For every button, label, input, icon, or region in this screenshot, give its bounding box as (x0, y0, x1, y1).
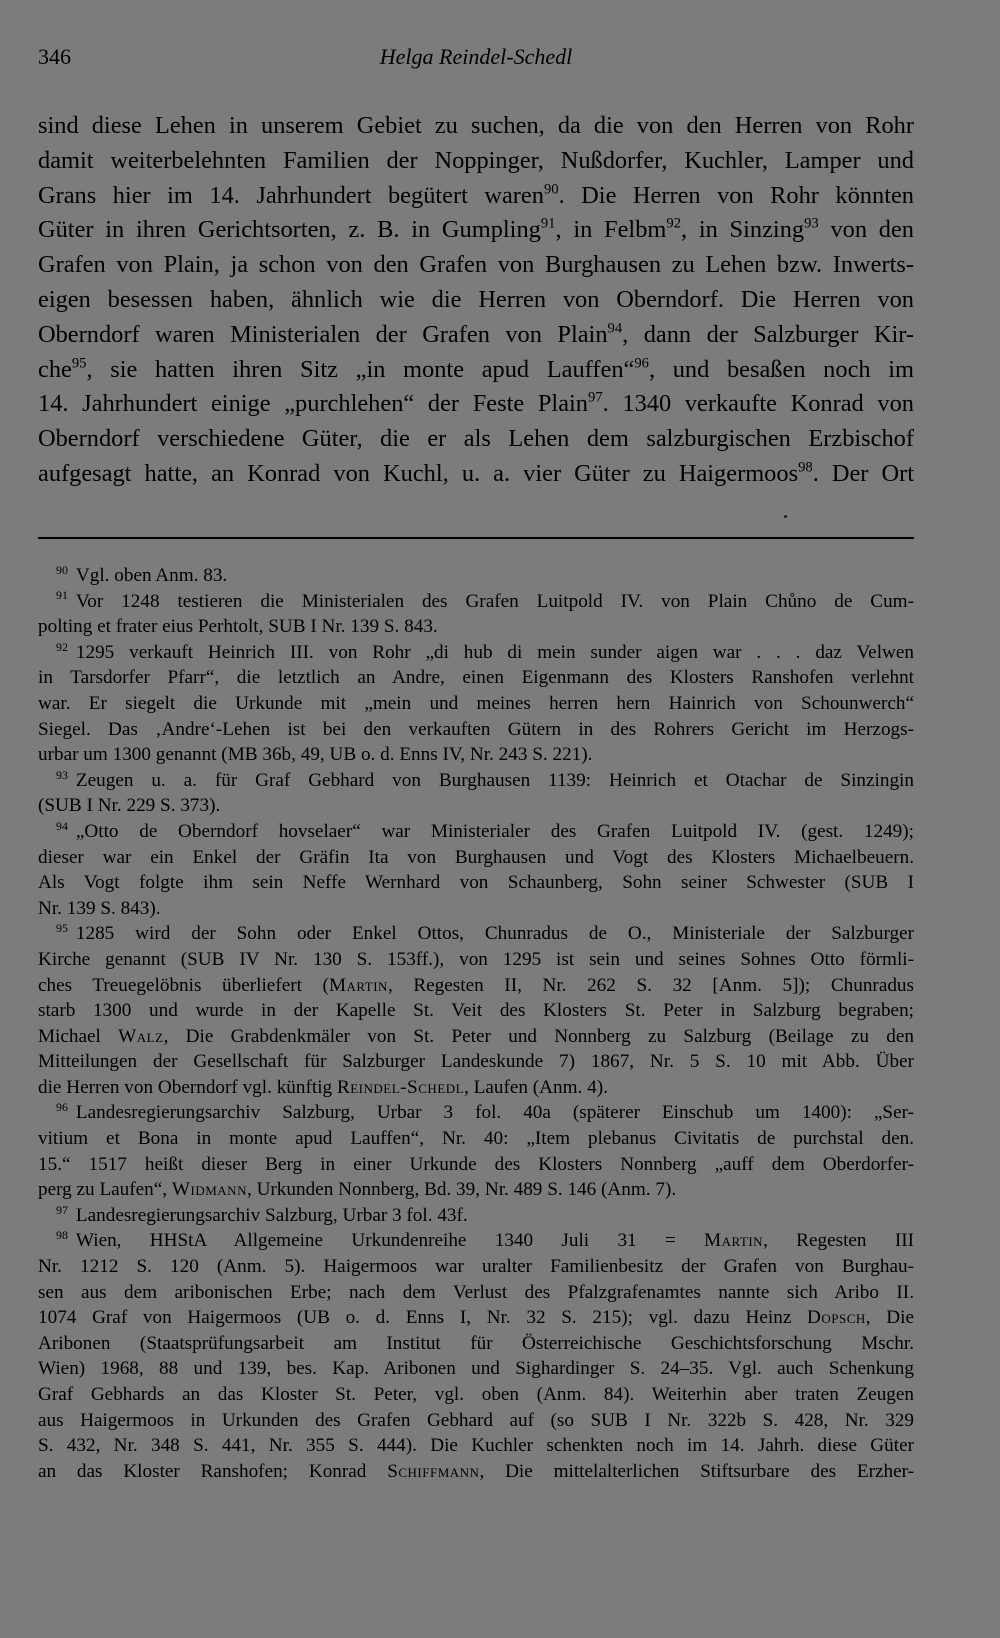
footnote-line: Nr. 139 S. 843). (38, 897, 161, 919)
footnote-ref: 90 (543, 181, 559, 198)
footnote-line: war. Er siegelt die Urkunde mit „mein und meines herren hern Hainrich von Schounwerch“ (38, 692, 914, 714)
footnote-line: in Tarsdorfer Pfarr“, die letztlich an Andre, einen Eigenmann des Klosters Ranshofen verlehnt (38, 667, 914, 689)
text-line: Oberndorf verschiedene Güter, die er als Lehen dem salzburgischen Erzbischof (38, 425, 914, 453)
footnote-line: Aribonen (Staatsprüfungsarbeit am Institut für Österreichische Geschichtsforschung Mschr. (38, 1332, 914, 1354)
footnote-line: (SUB I Nr. 229 S. 373). (38, 795, 221, 817)
footnote-ref: 95 (71, 355, 87, 372)
text-line: sind diese Lehen in unserem Gebiet zu suchen, da die von den Herren von Rohr (38, 112, 914, 139)
print-speck (784, 515, 787, 518)
text-line: aufgesagt hatte, an Konrad von Kuchl, u. a. vier Güter zu Haigermoos$^{98}$. Der Ort (38, 459, 914, 487)
footnote-number: 92 (56, 639, 68, 654)
footnote-line: Nr. 1212 S. 120 (Anm. 5). Haigermoos war uralter Familienbesitz der Grafen von Burghau- (38, 1256, 914, 1278)
text-line: Oberndorf waren Ministerialen der Grafen von Plain$^{94}$, dann der Salzburger Kir- (38, 320, 914, 348)
footnote-95: $^{95}$ 1285 wird der Sohn oder Enkel Ottos, Chunradus de O., Ministeriale der Salzburger (56, 921, 914, 945)
footnote-ref: 93 (804, 215, 819, 232)
footnote-line: Graf Gebhards an das Kloster St. Peter, vgl. oben (Anm. 84). Weiterhin aber traten Zeugen (38, 1384, 914, 1405)
footnote-line: die Herren von Oberndorf vgl. künftig Reindel-Schedl, Laufen (Anm. 4). (38, 1076, 608, 1098)
footnote-number: 98 (56, 1228, 68, 1243)
footnote-line: 1074 Graf von Haigermoos (UB o. d. Enns I, Nr. 32 S. 215); vgl. dazu Heinz Dopsch, Die (38, 1307, 914, 1329)
footnote-number: 94 (56, 818, 68, 833)
footnote-line: Wien) 1968, 88 und 139, bes. Kap. Aribonen und Sighardinger S. 24–35. Vgl. auch Schenkung (38, 1358, 914, 1380)
text-line: 14. Jahrhundert einige „purchlehen“ der Feste Plain$^{97}$. 1340 verkaufte Konrad von (38, 389, 914, 418)
footnote-96: $^{96}$ Landesregierungsarchiv Salzburg, Urbar 3 fol. 40a (späterer Einschub um 1400): „Ser- (56, 1100, 914, 1124)
footnote-line: starb 1300 und wurde in der Kapelle St. Veit des Klosters St. Peter in Salzburg begraben; (38, 1000, 914, 1022)
page-number: 346 (38, 44, 71, 69)
page-header (38, 44, 914, 74)
author-name: Walz (118, 1025, 164, 1047)
footnote-line: sen aus dem aribonischen Erbe; nach dem Verlust des Pfalzgrafenamtes nannte sich Aribo II. (38, 1281, 914, 1303)
footnote-line: ches Treuegelöbnis überliefert (Martin, Regesten II, Nr. 262 S. 32 [Anm. 5]); Chunradus (38, 974, 914, 996)
footnote-91: $^{91}$ Vor 1248 testieren die Ministerialen des Grafen Luitpold IV. von Plain Chůno de Cum- (56, 588, 914, 612)
footnote-90: $^{90}$ Vgl. oben Anm. 83. (56, 562, 228, 586)
author-name: Martin (704, 1230, 764, 1252)
footnote-line: an das Kloster Ranshofen; Konrad Schiffmann, Die mittelalterlichen Stiftsurbare des Erzher- (38, 1460, 914, 1482)
footnote-number: 90 (56, 562, 68, 577)
footnote-ref: 92 (666, 215, 681, 232)
text-line: Grafen von Plain, ja schon von den Grafen von Burghausen zu Lehen bzw. Inwerts- (38, 251, 914, 279)
footnote-line: Siegel. Das ‚Andre‘-Lehen ist bei den verkauften Gütern in des Rohrers Gericht im Herzogs- (38, 718, 914, 740)
footnote-line: dieser war ein Enkel der Gräfin Ita von Burghausen und Vogt des Klosters Michaelbeuern. (38, 846, 914, 868)
footnote-number: 91 (56, 588, 68, 603)
main-text (38, 109, 914, 492)
footnote-ref: 96 (634, 355, 649, 372)
author-name: Martin (328, 974, 388, 996)
text-line: damit weiterbelehnten Familien der Noppinger, Nußdorfer, Kuchler, Lamper und (38, 146, 914, 174)
footnote-line: Kirche genannt (SUB IV Nr. 130 S. 153ff.), von 1295 ist sein und seines Sohnes Otto förmli- (38, 948, 914, 970)
footnote-line: Mitteilungen der Gesellschaft für Salzburger Landeskunde 7) 1867, Nr. 5 S. 10 mit Abb. Über (38, 1051, 914, 1073)
footnote-line: 15.“ 1517 heißt dieser Berg in einer Urkunde des Klosters Nonnberg „auff dem Oberdorfer- (38, 1153, 914, 1175)
footnote-97: $^{97}$ Landesregierungsarchiv Salzburg, Urbar 3 fol. 43f. (56, 1202, 468, 1226)
footnote-ref: 91 (540, 215, 556, 232)
text-line: che$^{95}$, sie hatten ihren Sitz „in monte apud Lauffen“$^{96}$, und besaßen noch im (38, 355, 914, 383)
footnote-98: $^{98}$ Wien, HHStA Allgemeine Urkundenreihe 1340 Juli 31 = Martin, Regesten III (56, 1228, 914, 1252)
footnote-line: polting et frater eius Perhtolt, SUB I Nr. 139 S. 843. (38, 616, 438, 638)
footnote-number: 96 (56, 1100, 68, 1115)
author-name: Widmann (171, 1179, 247, 1201)
author-name: Reindel-Schedl (336, 1076, 465, 1098)
footnote-ref: 98 (798, 459, 813, 476)
author-name: Schiffmann (387, 1460, 480, 1482)
footnote-line: perg zu Laufen“, Widmann, Urkunden Nonnberg, Bd. 39, Nr. 489 S. 146 (Anm. 7). (38, 1179, 677, 1201)
author-name: Dopsch (807, 1307, 866, 1329)
book-page (38, 0, 914, 1638)
footnote-ref: 94 (607, 320, 623, 337)
text-line: Güter in ihren Gerichtsorten, z. B. in Gumpling$^{91}$, in Felbm$^{92}$, in Sinzing$^{93}$ von den (38, 215, 915, 244)
footnote-92: $^{92}$ 1295 verkauft Heinrich III. von Rohr „di hub di mein sunder aigen war . . . daz Velwen (56, 639, 914, 663)
footnote-line: Michael Walz, Die Grabdenkmäler von St. Peter und Nonnberg zu Salzburg (Beilage zu den (38, 1025, 914, 1047)
footnote-number: 95 (56, 921, 68, 936)
footnote-ref: 97 (588, 389, 603, 406)
footnote-line: vitium et Bona in monte apud Lauffen“, Nr. 40: „Item plebanus Civitatis de purchstal den. (38, 1128, 914, 1150)
footnotes (38, 563, 914, 1484)
footnote-number: 97 (56, 1202, 68, 1217)
footnote-divider (38, 537, 914, 539)
footnote-94: $^{94}$ „Otto de Oberndorf hovselaer“ war Ministerialer des Grafen Luitpold IV. (gest. 1249); (56, 818, 914, 842)
running-title: Helga Reindel-Schedl (379, 44, 573, 69)
footnote-93: $^{93}$ Zeugen u. a. für Graf Gebhard von Burghausen 1139: Heinrich et Otachar de Sinzingin (56, 767, 914, 791)
text-line: eigen besessen haben, ähnlich wie die Herren von Oberndorf. Die Herren von (38, 285, 914, 313)
footnote-line: Als Vogt folgte ihm sein Neffe Wernhard von Schaunberg, Sohn seiner Schwester (SUB I (38, 872, 914, 894)
footnote-line: aus Haigermoos in Urkunden des Grafen Gebhard auf (so SUB I Nr. 322b S. 428, Nr. 329 (38, 1409, 914, 1431)
footnote-line: urbar um 1300 genannt (MB 36b, 49, UB o. d. Enns IV, Nr. 243 S. 221). (38, 744, 593, 766)
footnote-line: S. 432, Nr. 348 S. 441, Nr. 355 S. 444). Die Kuchler schenkten noch im 14. Jahrh. diese Güter (38, 1435, 914, 1457)
text-line: Grans hier im 14. Jahrhundert begütert waren$^{90}$. Die Herren von Rohr könnten (38, 181, 914, 209)
footnote-number: 93 (56, 767, 68, 782)
